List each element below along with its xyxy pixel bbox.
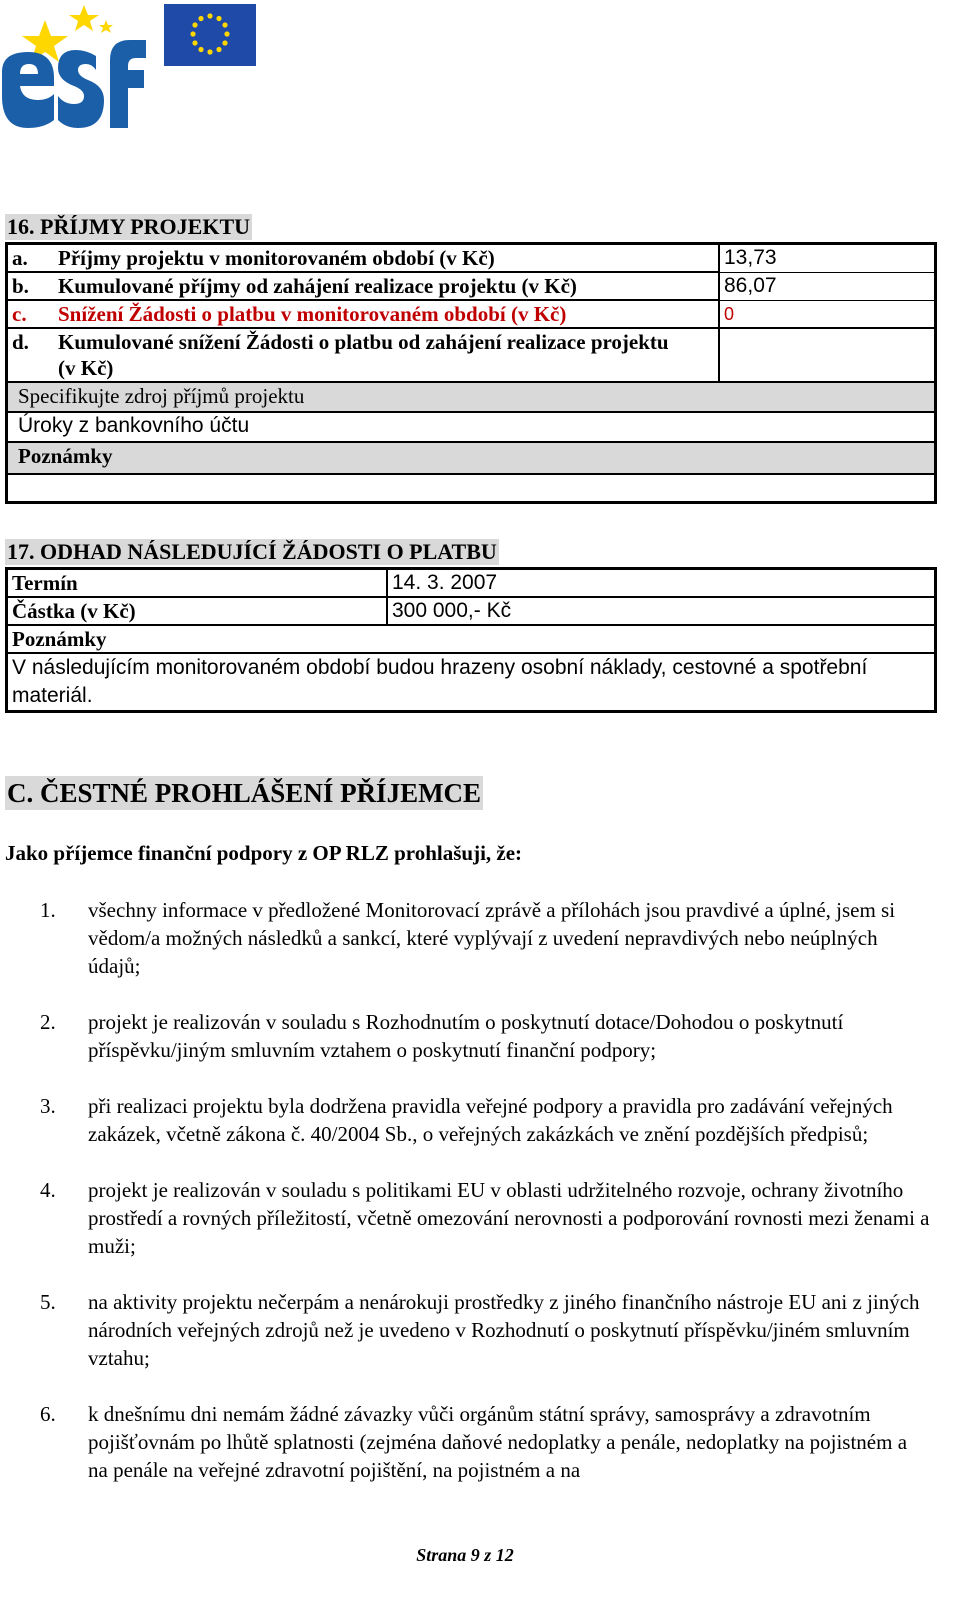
date-label: Termín	[7, 569, 388, 598]
table-row	[7, 244, 936, 273]
esf-logo-graphic	[0, 0, 260, 135]
amount-label: Částka (v Kč)	[7, 597, 388, 625]
notes-value	[7, 474, 936, 503]
item-number: 6.	[40, 1402, 56, 1426]
source-label: Specifikujte zdroj příjmů projektu	[7, 382, 936, 412]
row-letter: a.	[7, 244, 55, 273]
section-16-title: 16. PŘÍJMY PROJEKTU	[7, 214, 251, 239]
list-item	[30, 1288, 930, 1372]
row-value: 0	[719, 300, 936, 328]
list-item	[30, 1092, 930, 1148]
item-text: k dnešnímu dni nemám žádné závazky vůči orgánům státní správy, samosprávy a zdravotním pojišťovnám po lhůtě splatnosti (zejména daňové nedoplatky a penále, nedoplatky na pojistném a na penále na veřejné zdravotní pojištění, na pojistném a na	[88, 1402, 908, 1482]
row-letter: c.	[7, 300, 55, 328]
notes-label: Poznámky	[7, 625, 936, 653]
row-label: Kumulované příjmy od zahájení realizace projektu (v Kč)	[54, 272, 719, 300]
table-row	[7, 474, 936, 503]
esf-logo	[0, 0, 260, 135]
item-number: 4.	[40, 1178, 56, 1202]
table-row	[7, 597, 936, 625]
table-row	[7, 272, 936, 300]
table-row	[7, 569, 936, 598]
list-item	[30, 896, 930, 980]
row-value: 13,73	[719, 244, 936, 273]
item-number: 2.	[40, 1010, 56, 1034]
list-item	[30, 1008, 930, 1064]
table-row	[7, 653, 936, 712]
table-row	[7, 300, 936, 328]
table-row	[7, 328, 936, 382]
item-text: projekt je realizován v souladu s politikami EU v oblasti udržitelného rozvoje, ochrany životního prostředí a rovných příležitostí, včetně omezování nerovnosti a podporování rovnosti mezi ženami a muži;	[88, 1178, 930, 1258]
section-16-table	[5, 242, 937, 504]
declaration-list	[30, 896, 930, 1512]
item-text: projekt je realizován v souladu s Rozhodnutím o poskytnutí dotace/Dohodou o poskytnutí příspěvku/jiným smluvním vztahem o poskytnutí finanční podpory;	[88, 1010, 844, 1062]
item-number: 1.	[40, 898, 56, 922]
item-text: všechny informace v předložené Monitorovací zprávě a přílohách jsou pravdivé a úplné, jsem si vědom/a možných následků a sankcí, které vyplývají z uvedení nepravdivých nebo neúplných údajů;	[88, 898, 896, 978]
row-label: Snížení Žádosti o platbu v monitorovaném období (v Kč)	[54, 300, 719, 328]
page-number: Strana 9 z 12	[416, 1545, 514, 1565]
section-17-table	[5, 567, 937, 713]
list-item	[30, 1176, 930, 1260]
notes-value: V následujícím monitorovaném období budou hrazeny osobní náklady, cestovné a spotřební materiál.	[7, 653, 936, 712]
section-17-title: 17. ODHAD NÁSLEDUJÍCÍ ŽÁDOSTI O PLATBU	[7, 539, 497, 564]
item-text: při realizaci projektu byla dodržena pravidla veřejné podpory a pravidla pro zadávání veřejných zakázek, včetně zákona č. 40/2004 Sb., o veřejných zakázkách ve znění pozdějších předpisů;	[88, 1094, 893, 1146]
item-number: 3.	[40, 1094, 56, 1118]
table-row	[7, 382, 936, 412]
eu-flag-icon	[164, 4, 256, 66]
item-number: 5.	[40, 1290, 56, 1314]
amount-value: 300 000,- Kč	[387, 597, 936, 625]
row-label: Příjmy projektu v monitorovaném období (v Kč)	[54, 244, 719, 273]
row-value: 86,07	[719, 272, 936, 300]
table-row	[7, 442, 936, 474]
list-item	[30, 1400, 930, 1484]
row-letter: d.	[7, 328, 55, 382]
date-value: 14. 3. 2007	[387, 569, 936, 598]
source-value: Úroky z bankovního účtu	[7, 412, 936, 442]
notes-label: Poznámky	[7, 442, 936, 474]
row-letter: b.	[7, 272, 55, 300]
table-row	[7, 625, 936, 653]
section-c-title: C. ČESTNÉ PROHLÁŠENÍ PŘÍJEMCE	[7, 778, 482, 808]
item-text: na aktivity projektu nečerpám a nenárokuji prostředky z jiného finančního nástroje EU ani z jiných národních veřejných zdrojů než je uvedeno v Rozhodnutí o poskytnutí příspěvku/jiném smluvním vztahu;	[88, 1290, 920, 1370]
declaration-intro: Jako příjemce finanční podpory z OP RLZ prohlašuji, že:	[5, 841, 523, 865]
row-value	[719, 328, 936, 382]
row-label: Kumulované snížení Žádosti o platbu od zahájení realizace projektu (v Kč)	[54, 328, 719, 382]
table-row	[7, 412, 936, 442]
